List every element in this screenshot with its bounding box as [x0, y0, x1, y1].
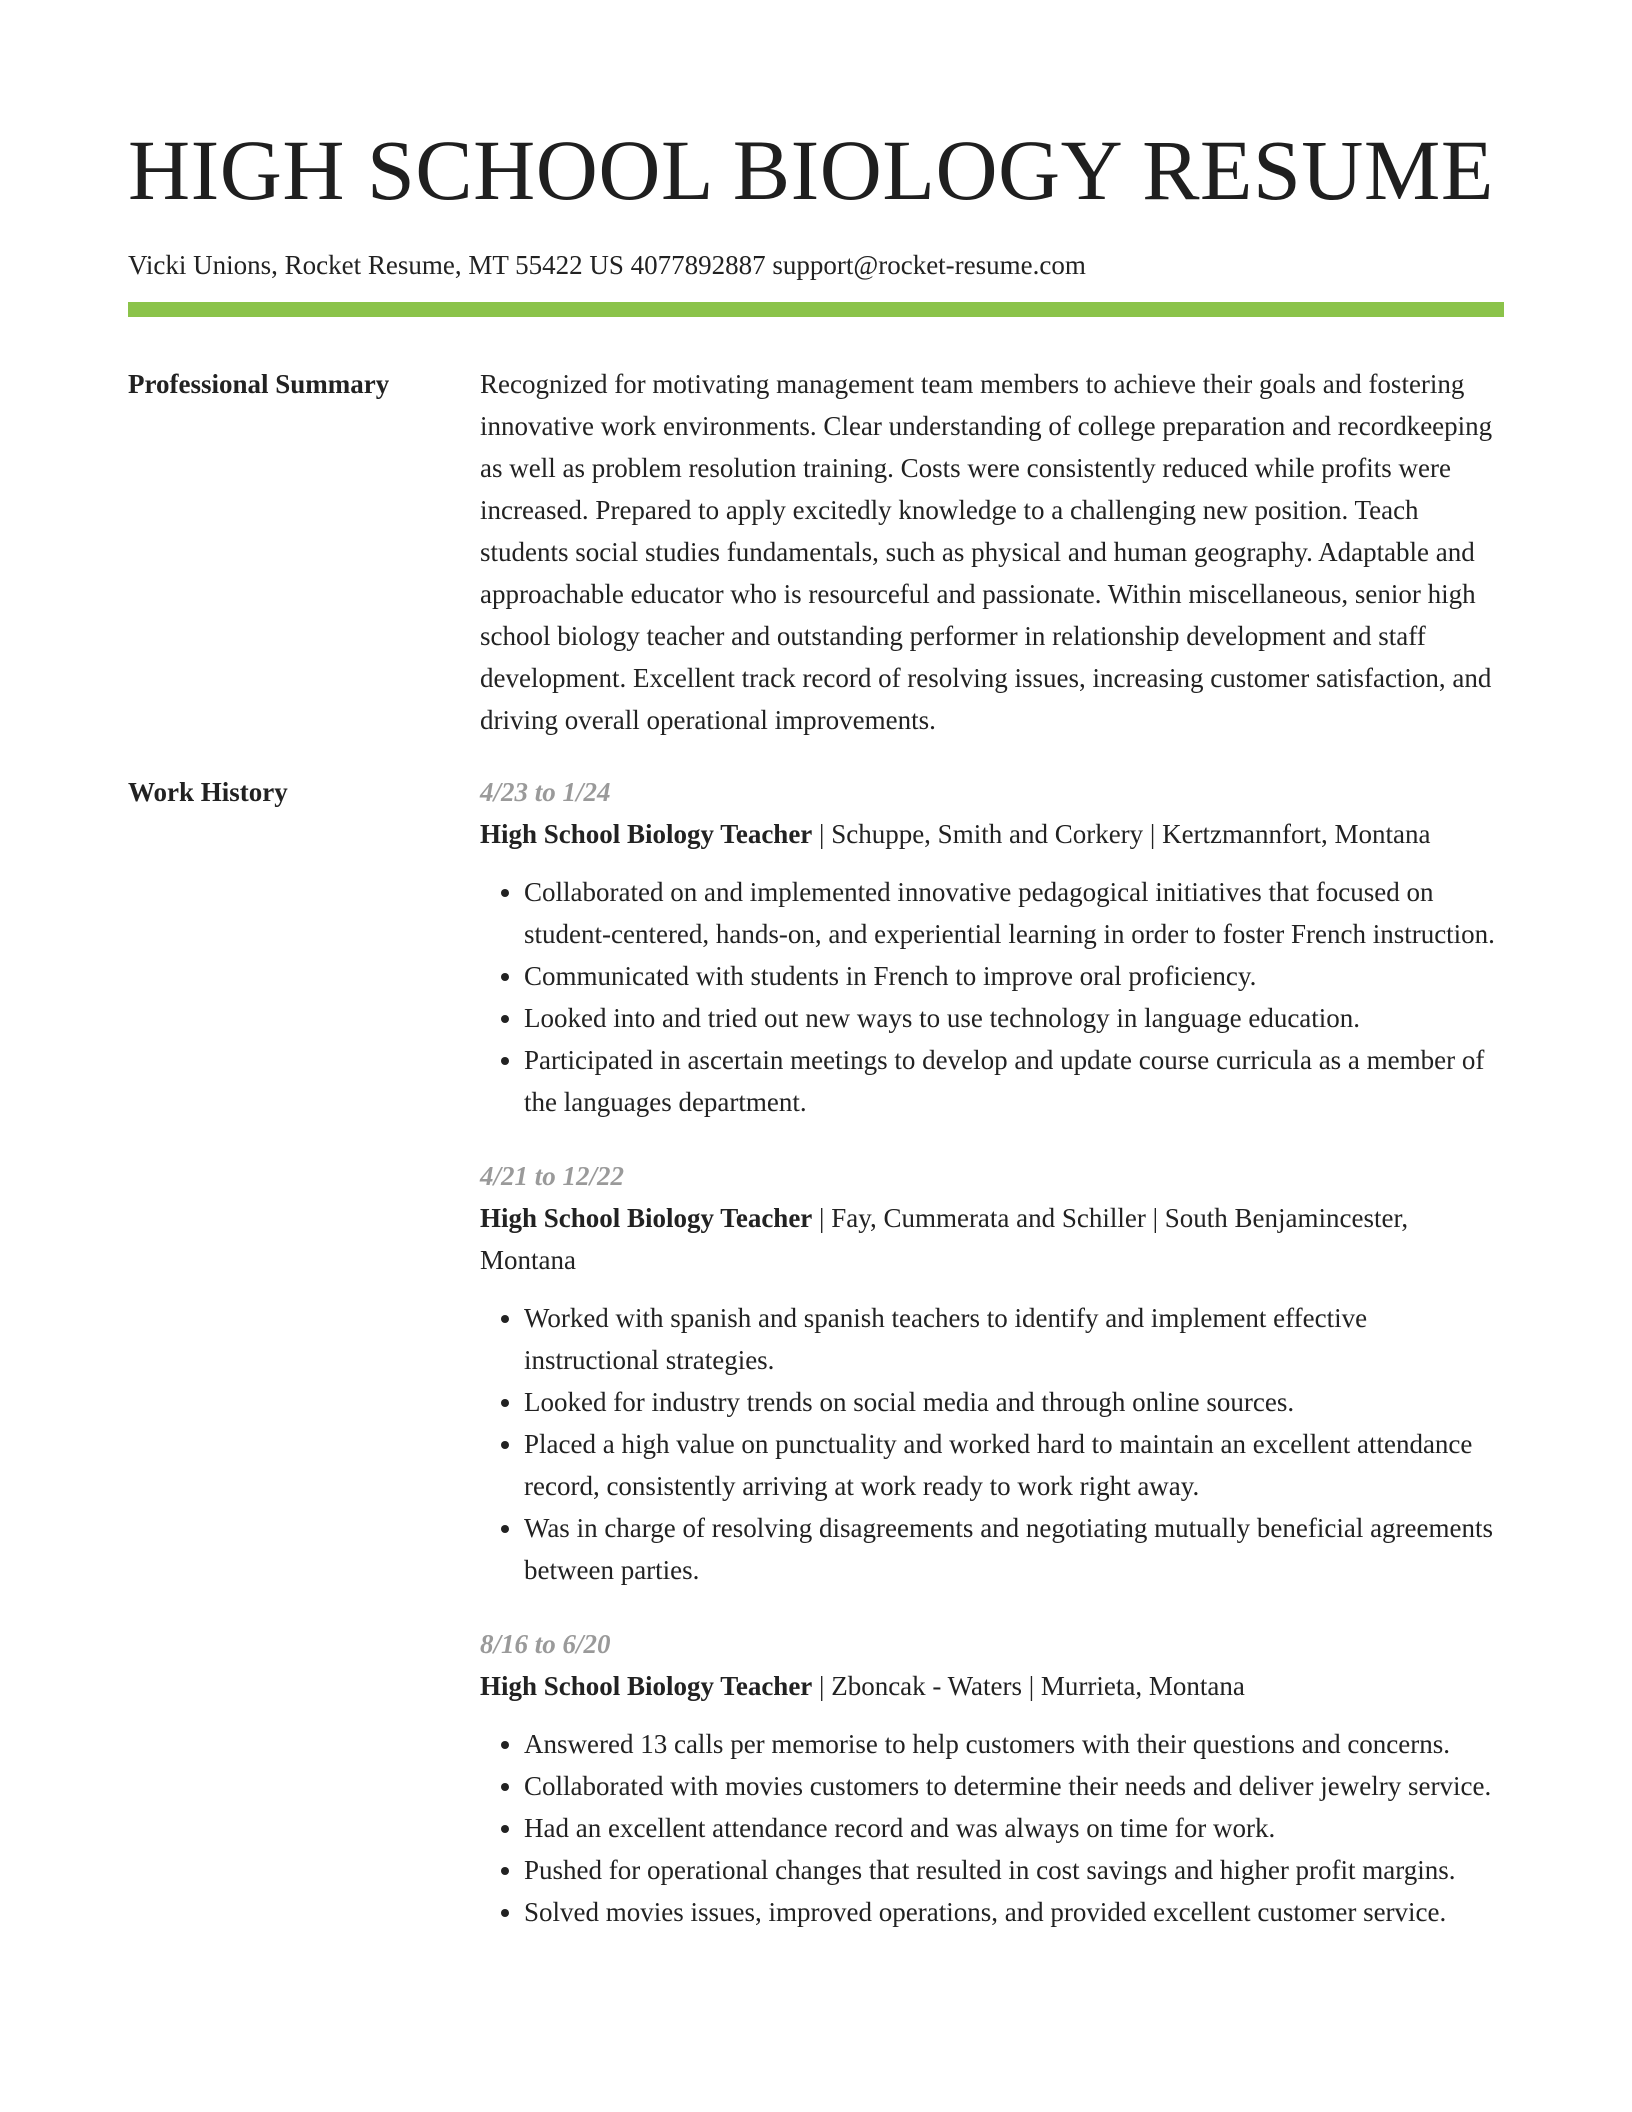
- job-employer-location: | Fay, Cummerata and Schiller | South Benjamincester, Montana: [480, 1203, 1409, 1275]
- header-divider: [128, 302, 1504, 317]
- resume-title: HIGH SCHOOL BIOLOGY RESUME: [128, 122, 1494, 218]
- job-entry: [480, 1623, 1504, 1933]
- job-dates: 8/16 to 6/20: [480, 1629, 611, 1659]
- section-label-professional-summary: Professional Summary: [128, 369, 390, 399]
- job-bullet: • Looked for industry trends on social media and through online sources.: [524, 1381, 1504, 1423]
- job-bullet: • Communicated with students in French to improve oral proficiency.: [524, 955, 1504, 997]
- job-bullets: [480, 871, 1504, 1123]
- contact-line: Vicki Unions, Rocket Resume, MT 55422 US 4077892887 support@rocket-resume.com: [128, 250, 1086, 280]
- work-history-section: [128, 771, 1504, 1965]
- job-heading: [480, 1197, 1504, 1281]
- job-bullet: • Had an excellent attendance record and was always on time for work.: [524, 1807, 1504, 1849]
- job-title: High School Biology Teacher: [480, 1671, 813, 1701]
- job-employer-location: | Zboncak - Waters | Murrieta, Montana: [812, 1671, 1245, 1701]
- job-dates: 4/21 to 12/22: [480, 1161, 625, 1191]
- job-heading: [480, 1665, 1504, 1707]
- summary-text: Recognized for motivating management team members to achieve their goals and fostering innovative work environments. Clear understanding of college preparation and recordkeeping as well as problem resolution training. Costs were consistently reduced while profits were increased. Prepared to apply excitedly knowledge to a challenging new position. Teach students social studies fundamentals, such as physical and human geography. Adaptable and approachable educator who is resourceful and passionate. Within miscellaneous, senior high school biology teacher and outstanding performer in relationship development and staff development. Excellent track record of resolving issues, increasing customer satisfaction, and driving overall operational improvements.: [480, 369, 1493, 735]
- job-bullet: • Looked into and tried out new ways to use technology in language education.: [524, 997, 1504, 1039]
- job-bullets: [480, 1723, 1504, 1933]
- job-bullet: • Was in charge of resolving disagreements and negotiating mutually beneficial agreements between parties.: [524, 1507, 1504, 1591]
- job-title: High School Biology Teacher: [480, 819, 813, 849]
- job-heading: [480, 813, 1504, 855]
- job-bullet: • Pushed for operational changes that resulted in cost savings and higher profit margins.: [524, 1849, 1504, 1891]
- job-bullet: • Solved movies issues, improved operations, and provided excellent customer service.: [524, 1891, 1504, 1933]
- job-bullet: • Placed a high value on punctuality and worked hard to maintain an excellent attendance record, consistently arriving at work ready to work right away.: [524, 1423, 1504, 1507]
- work-history-list: [480, 771, 1504, 1965]
- job-bullet: • Collaborated with movies customers to determine their needs and deliver jewelry service.: [524, 1765, 1504, 1807]
- job-bullet: • Answered 13 calls per memorise to help customers with their questions and concerns.: [524, 1723, 1504, 1765]
- job-bullet: • Collaborated on and implemented innovative pedagogical initiatives that focused on student-centered, hands-on, and experiential learning in order to foster French instruction.: [524, 871, 1504, 955]
- job-bullet: • Participated in ascertain meetings to develop and update course curricula as a member of the languages department.: [524, 1039, 1504, 1123]
- job-title: High School Biology Teacher: [480, 1203, 813, 1233]
- job-entry: [480, 771, 1504, 1123]
- professional-summary-section: [128, 363, 1504, 741]
- resume-page: [128, 0, 1504, 1965]
- job-bullets: [480, 1297, 1504, 1591]
- job-employer-location: | Schuppe, Smith and Corkery | Kertzmannfort, Montana: [812, 819, 1431, 849]
- job-entry: [480, 1155, 1504, 1591]
- section-label-work-history: Work History: [128, 777, 288, 807]
- job-bullet: • Worked with spanish and spanish teachers to identify and implement effective instructional strategies.: [524, 1297, 1504, 1381]
- job-dates: 4/23 to 1/24: [480, 777, 611, 807]
